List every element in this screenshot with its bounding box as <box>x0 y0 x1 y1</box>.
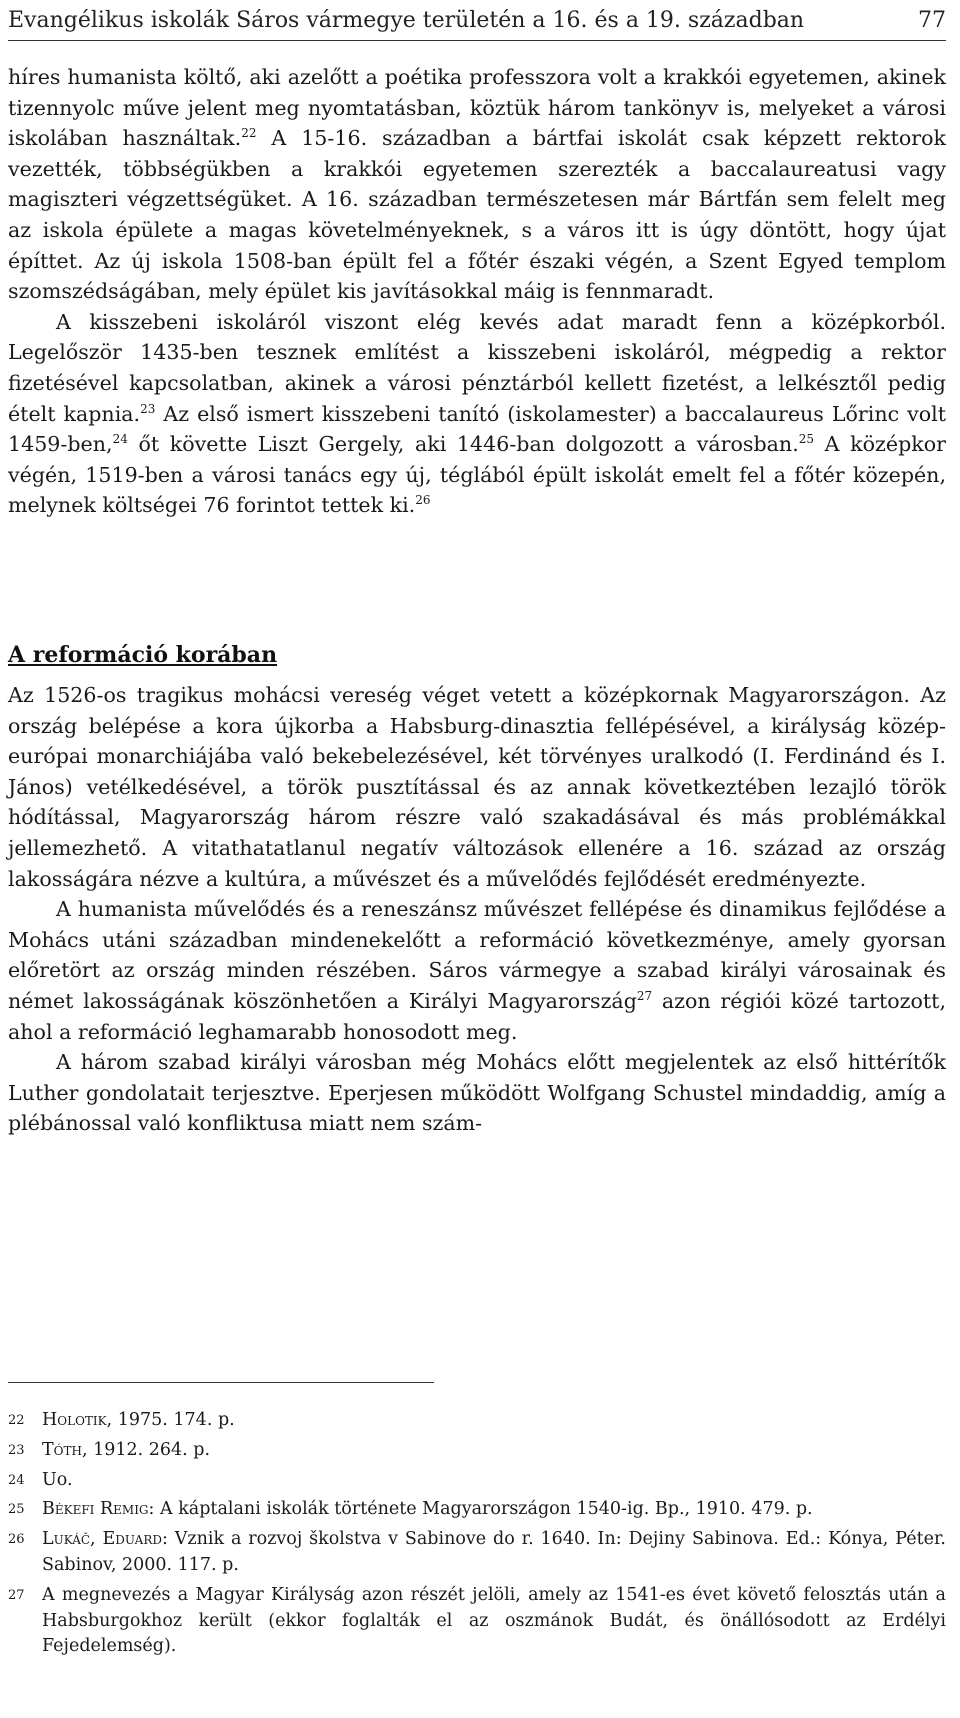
footnote-text: , 1912. 264. p. <box>81 1439 211 1460</box>
footnote-ref[interactable]: 26 <box>415 493 431 508</box>
footnote-number: 26 <box>8 1532 25 1548</box>
footnote-ref[interactable]: 23 <box>140 401 156 416</box>
footnote-ref[interactable]: 25 <box>798 432 815 447</box>
footnote <box>8 1497 946 1523</box>
footnote-text: : A káptalani iskolák története Magyarországon 1540-ig. Bp., 1910. 479. p. <box>148 1499 813 1520</box>
body-text <box>8 62 946 521</box>
footnote-text: Uo. <box>42 1469 73 1490</box>
footnote-ref[interactable]: 22 <box>241 126 257 141</box>
footnote-ref[interactable]: 24 <box>112 432 128 447</box>
paragraph: híres humanista költő, aki azelőtt a poétika professzora volt a krakkói egyetemen, akinek tizennyolc műve jelent meg nyomtatásban, köztük három tankönyv is, melyeket a városi iskolában használtak.$^{22}$ A 15-16. században a bártfai iskolát csak képzett rektorok vezették, többségükben a krakkói egyetemen szerezték a baccalaureatusi vagy magiszteri végzettségüket. A 16. században természetesen már Bártfán sem felelt meg az iskola épülete a magas követelményeknek, s a város itt is úgy döntött, hogy újat építtet. Az új iskola 1508-ban épült fel a főtér északi végén, a Szent Egyed templom szomszédságában, mely épület kis javításokkal máig is fennmaradt. <box>8 65 946 304</box>
footnote <box>8 1583 946 1660</box>
footnote <box>8 1527 946 1579</box>
footnote <box>8 1468 946 1494</box>
section-body <box>8 680 946 1139</box>
footnote-ref[interactable]: 27 <box>636 988 653 1003</box>
footnote-text: : Vznik a rozvoj školstva v Sabinove do r. 1640. In: Dejiny Sabinova. Ed.: Kónya, Péter. Sabinov, 2000. 117. p. <box>42 1529 946 1575</box>
footnote <box>8 1408 946 1434</box>
footnote-author: Tóth <box>42 1439 82 1460</box>
footnote-author: Lukáč, Eduard <box>42 1529 162 1550</box>
footnote-number: 25 <box>8 1502 25 1518</box>
footnote-text: A megnevezés a Magyar Királyság azon részét jelöli, amely az 1541-es évet követő felosztás után a Habsburgokhoz került (ekkor foglalták el az oszmánok Budát, és önállósodott az Erdélyi Fejedelemség). <box>42 1584 946 1657</box>
footnote-number: 22 <box>8 1413 25 1428</box>
running-title: Evangélikus iskolák Sáros vármegye területén a 16. és a 19. században <box>8 8 805 33</box>
footnote-author: Békefi Remig <box>42 1499 149 1520</box>
paragraph: Az 1526-os tragikus mohácsi vereség véget vetett a középkornak Magyarországon. Az ország belépése a kora újkorba a Habsburg-dinasztia fellépésével, a királyság közép-európai monarchiájába való bekebelezésével, két törvényes uralkodó (I. Ferdinánd és I. János) vetélkedésével, a török pusztítással és az annak következtében lezajló török hódítással, Magyarország három részre való szakadásával és más problémákkal jellemezhető. A vitathatatlanul negatív változások ellenére a 16. század az ország lakosságára nézve a kultúra, a művészet és a művelődés fejlődését eredményezte. <box>8 683 946 891</box>
paragraph: A humanista művelődés és a reneszánsz művészet fellépése és dinamikus fejlődése a Mohács utáni században mindenekelőtt a reformáció következménye, amely gyorsan előretört az ország minden részében. Sáros vármegye a szabad királyi városainak és német lakosságának köszönhetően a Királyi Magyarország$^{27}$ azon régiói közé tartozott, ahol a reformáció leghamarabb honosodott meg. <box>8 897 946 1044</box>
footnote-number: 23 <box>8 1442 25 1458</box>
footnote-text: , 1975. 174. p. <box>106 1410 235 1430</box>
section-heading: A reformáció korában <box>8 642 278 668</box>
footnotes <box>8 1408 946 1664</box>
footnote-divider <box>8 1382 434 1383</box>
footnote-author: Holotik <box>42 1410 107 1430</box>
page-number: 77 <box>918 8 946 33</box>
footnote-number: 24 <box>8 1472 25 1488</box>
footnote-number: 27 <box>8 1587 25 1603</box>
page-header <box>8 6 946 41</box>
paragraph: A kisszebeni iskoláról viszont elég kevés adat maradt fenn a középkorból. Legelőször 1435-ben tesznek említést a kisszebeni iskoláról, mégpedig a rektor fizetésével kapcsolatban, akinek a városi pénztárból kellett fizetést, a lelkésztől pedig ételt kapnia.$^{23}$ Az első ismert kisszebeni tanító (iskolamester) a baccalaureus Lőrinc volt 1459-ben,$^{24}$ őt követte Liszt Gergely, aki 1446-ban dolgozott a városban.$^{25}$ A középkor végén, 1519-ben a városi tanács egy új, téglából épült iskolát emelt fel a főtér közepén, melynek költségei 76 forintot tettek ki.$^{26}$ <box>8 309 947 518</box>
paragraph: A három szabad királyi városban még Mohács előtt megjelentek az első hittérítők Luther gondolatait terjesztve. Eperjesen működött Wolfgang Schustel mindaddig, amíg a plébánossal való konfliktusa miatt nem szám- <box>8 1050 946 1136</box>
footnote <box>8 1438 946 1464</box>
